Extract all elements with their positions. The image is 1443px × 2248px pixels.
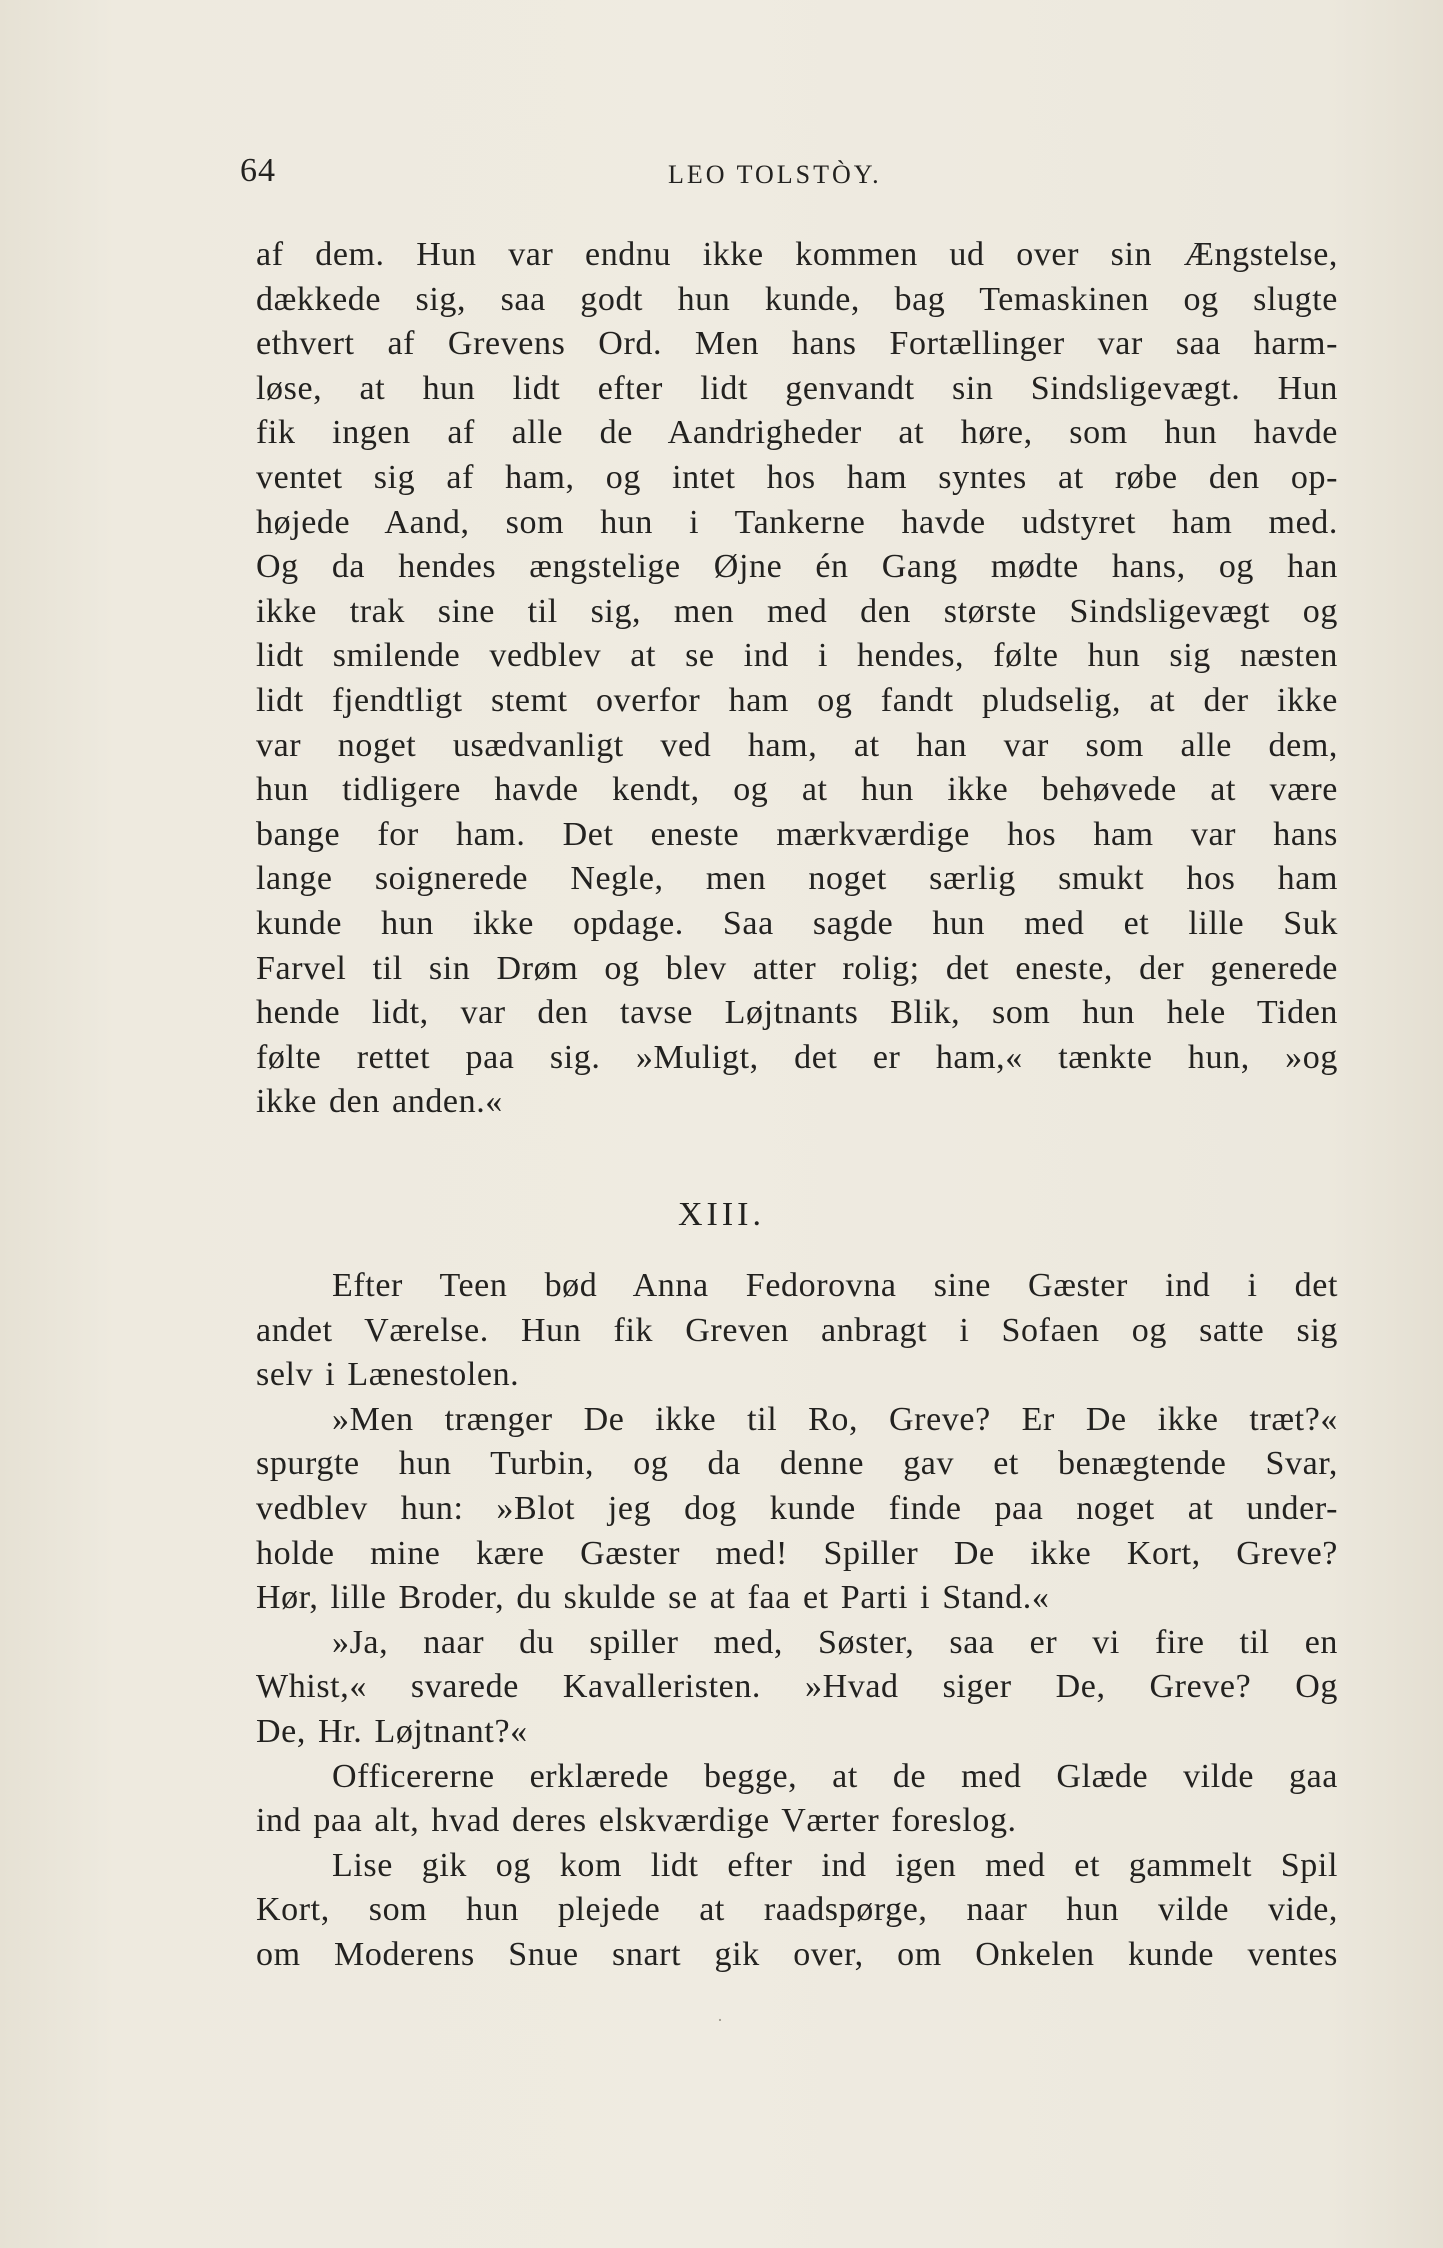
text-line: af dem. Hun var endnu ikke kommen ud over sin Ængstelse, — [256, 236, 1338, 273]
text-line: højede Aand, som hun i Tankerne havde udstyret ham med. — [256, 503, 1338, 541]
text-line: selv i Lænestolen. — [256, 1356, 520, 1394]
text-line: var noget usædvanligt ved ham, at han var som alle dem, — [256, 726, 1338, 764]
paragraph — [256, 1264, 1338, 1398]
text-line: holde mine kære Gæster med! Spiller De ikke Kort, Greve? — [256, 1534, 1338, 1572]
text-line: Farvel til sin Drøm og blev atter rolig; det eneste, der generede — [256, 949, 1338, 987]
page-number: 64 — [240, 152, 276, 189]
paragraph — [256, 1621, 1338, 1755]
text-line: kunde hun ikke opdage. Saa sagde hun med et lille Suk — [256, 904, 1338, 942]
text-line: ikke trak sine til sig, men med den største Sindsligevægt og — [256, 592, 1338, 630]
text-line: »Ja, naar du spiller med, Søster, saa er vi fire til en — [332, 1623, 1338, 1661]
text-line: dækkede sig, saa godt hun kunde, bag Temaskinen og slugte — [256, 280, 1338, 318]
text-line: Efter Teen bød Anna Fedorovna sine Gæster ind i det — [332, 1267, 1338, 1304]
text-line: Lise gik og kom lidt efter ind igen med et gammelt Spil — [332, 1846, 1338, 1884]
print-speck: · — [717, 2010, 723, 2030]
text-line: om Moderens Snue snart gik over, om Onkelen kunde ventes — [256, 1935, 1338, 1973]
text-line: ventet sig af ham, og intet hos ham syntes at røbe den op- — [256, 458, 1338, 496]
text-line: lidt fjendtligt stemt overfor ham og fandt pludselig, at der ikke — [256, 681, 1338, 719]
text-line: hun tidligere havde kendt, og at hun ikke behøvede at være — [256, 771, 1338, 809]
text-line: følte rettet paa sig. »Muligt, det er ham,« tænkte hun, »og — [256, 1038, 1338, 1076]
text-line: spurgte hun Turbin, og da denne gav et benægtende Svar, — [256, 1445, 1338, 1483]
text-line: bange for ham. Det eneste mærkværdige hos ham var hans — [256, 815, 1338, 853]
paragraph-continued — [256, 233, 1338, 1125]
text-line: løse, at hun lidt efter lidt genvandt sin Sindsligevægt. Hun — [256, 369, 1338, 407]
paragraph — [256, 1755, 1338, 1844]
text-line: vedblev hun: »Blot jeg dog kunde finde paa noget at under- — [256, 1489, 1338, 1527]
text-line: fik ingen af alle de Aandrigheder at høre, som hun havde — [256, 414, 1338, 452]
text-line: lidt smilende vedblev at se ind i hendes, følte hun sig næsten — [256, 637, 1338, 675]
text-line: ikke den anden.« — [256, 1083, 503, 1121]
page-header — [240, 152, 1340, 202]
chapter-body — [256, 1264, 1338, 1978]
text-line: De, Hr. Løjtnant?« — [256, 1712, 528, 1750]
text-line: andet Værelse. Hun fik Greven anbragt i Sofaen og satte sig — [256, 1311, 1338, 1349]
text-line: ethvert af Grevens Ord. Men hans Fortællinger var saa harm- — [256, 325, 1338, 363]
chapter-heading: XIII. — [677, 1196, 766, 1233]
text-line: ind paa alt, hvad deres elskværdige Værter foreslog. — [256, 1802, 1017, 1840]
text-line: Whist,« svarede Kavalleristen. »Hvad siger De, Greve? Og — [256, 1668, 1338, 1706]
running-head: LEO TOLSTÒY. — [668, 160, 882, 189]
text-line: Kort, som hun plejede at raadspørge, naar hun vilde vide, — [256, 1891, 1338, 1929]
paragraph — [256, 1398, 1338, 1621]
text-line: lange soignerede Negle, men noget særlig smukt hos ham — [256, 860, 1338, 898]
text-line: Officererne erklærede begge, at de med Glæde vilde gaa — [332, 1757, 1338, 1795]
text-line: hende lidt, var den tavse Løjtnants Blik, som hun hele Tiden — [256, 994, 1338, 1032]
paragraph — [256, 1844, 1338, 1978]
text-line: Hør, lille Broder, du skulde se at faa et Parti i Stand.« — [256, 1579, 1050, 1617]
text-line: Og da hendes ængstelige Øjne én Gang mødte hans, og han — [256, 548, 1338, 586]
text-line: »Men trænger De ikke til Ro, Greve? Er De ikke træt?« — [332, 1400, 1338, 1438]
